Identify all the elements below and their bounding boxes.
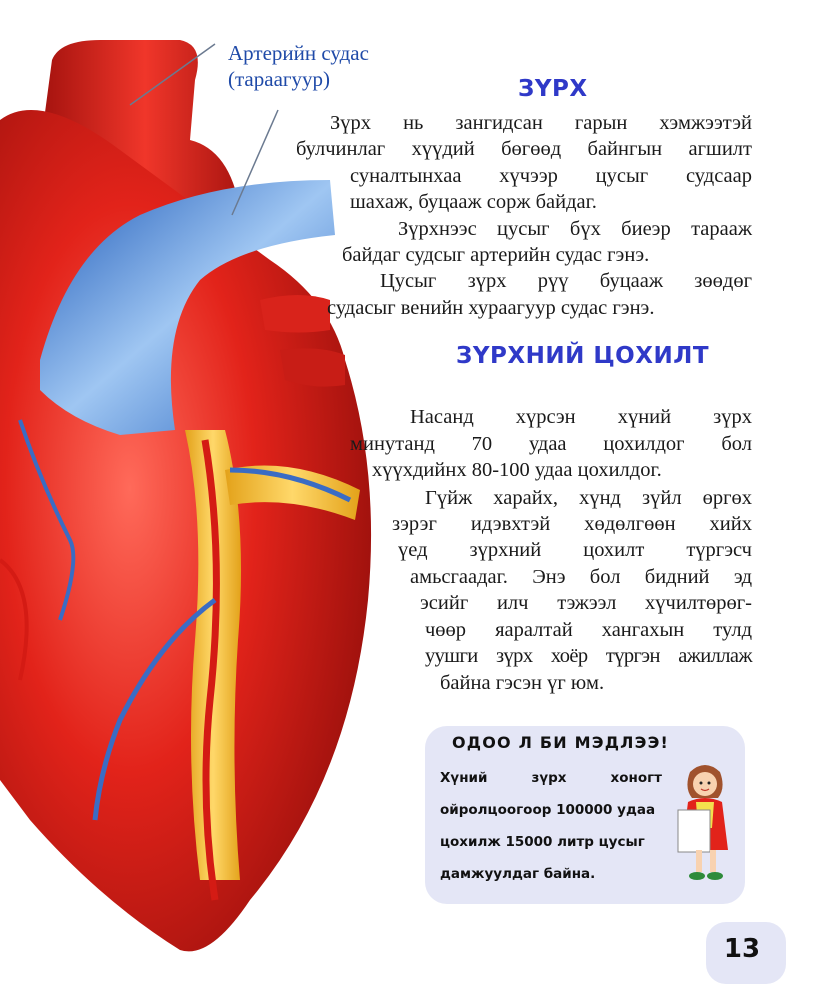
- text-line: үед зүрхний цохилт түргэсч: [398, 539, 752, 561]
- artery-label: [228, 40, 428, 92]
- text-line: Гүйж харайх, хүнд зүйл өргөх: [425, 487, 752, 509]
- section-title-heartbeat: ЗҮРХНИЙ ЦОХИЛТ: [456, 343, 710, 369]
- text-line: судасыг венийн хураагуур судас гэнэ.: [327, 297, 655, 319]
- fact-line: Хүний зүрх хоногт: [440, 770, 662, 786]
- artery-label-line1: Артерийн судас: [228, 41, 369, 65]
- girl-illustration: [670, 758, 740, 888]
- text-line: шахаж, буцааж сорж байдаг.: [350, 191, 597, 213]
- fact-line: цохилж 15000 литр цусыг: [440, 834, 645, 850]
- text-line: булчинлаг хүүдий бөгөөд байнгын агшилт: [296, 138, 752, 160]
- text-line: байдаг судсыг артерийн судас гэнэ.: [342, 244, 650, 266]
- text-line: Насанд хүрсэн хүний зүрх: [410, 406, 752, 428]
- text-line: минутанд 70 удаа цохилдог бол: [350, 433, 752, 455]
- text-line: зэрэг идэвхтэй хөдөлгөөн хийх: [392, 513, 752, 535]
- fact-line: дамжуулдаг байна.: [440, 866, 596, 882]
- text-line: эсийг илч тэжээл хүчилтөрөг-: [420, 592, 752, 614]
- text-line: амьсгаадаг. Энэ бол бидний эд: [410, 566, 752, 588]
- text-line: уушги зүрх хоёр түргэн ажиллаж: [425, 645, 752, 667]
- text-line: байна гэсэн үг юм.: [440, 672, 605, 694]
- text-line: Зүрхнээс цусыг бүх биеэр тарааж: [398, 218, 752, 240]
- fact-box-title: ОДОО Л БИ МЭДЛЭЭ!: [452, 733, 670, 752]
- section-title-heart: ЗҮРХ: [518, 76, 588, 102]
- page-number: 13: [723, 934, 761, 964]
- artery-label-line2: (тараагуур): [228, 67, 330, 91]
- fact-line: ойролцоогоор 100000 удаа: [440, 802, 656, 818]
- text-line: хүүхдийнх 80-100 удаа цохилдог.: [372, 459, 662, 481]
- text-line: Цусыг зүрх рүү буцааж зөөдөг: [380, 270, 752, 292]
- text-line: суналтынхаа хүчээр цусыг судсаар: [350, 165, 752, 187]
- text-line: чөөр яаралтай хангахын тулд: [425, 619, 752, 641]
- text-line: Зүрх нь зангидсан гарын хэмжээтэй: [330, 112, 752, 134]
